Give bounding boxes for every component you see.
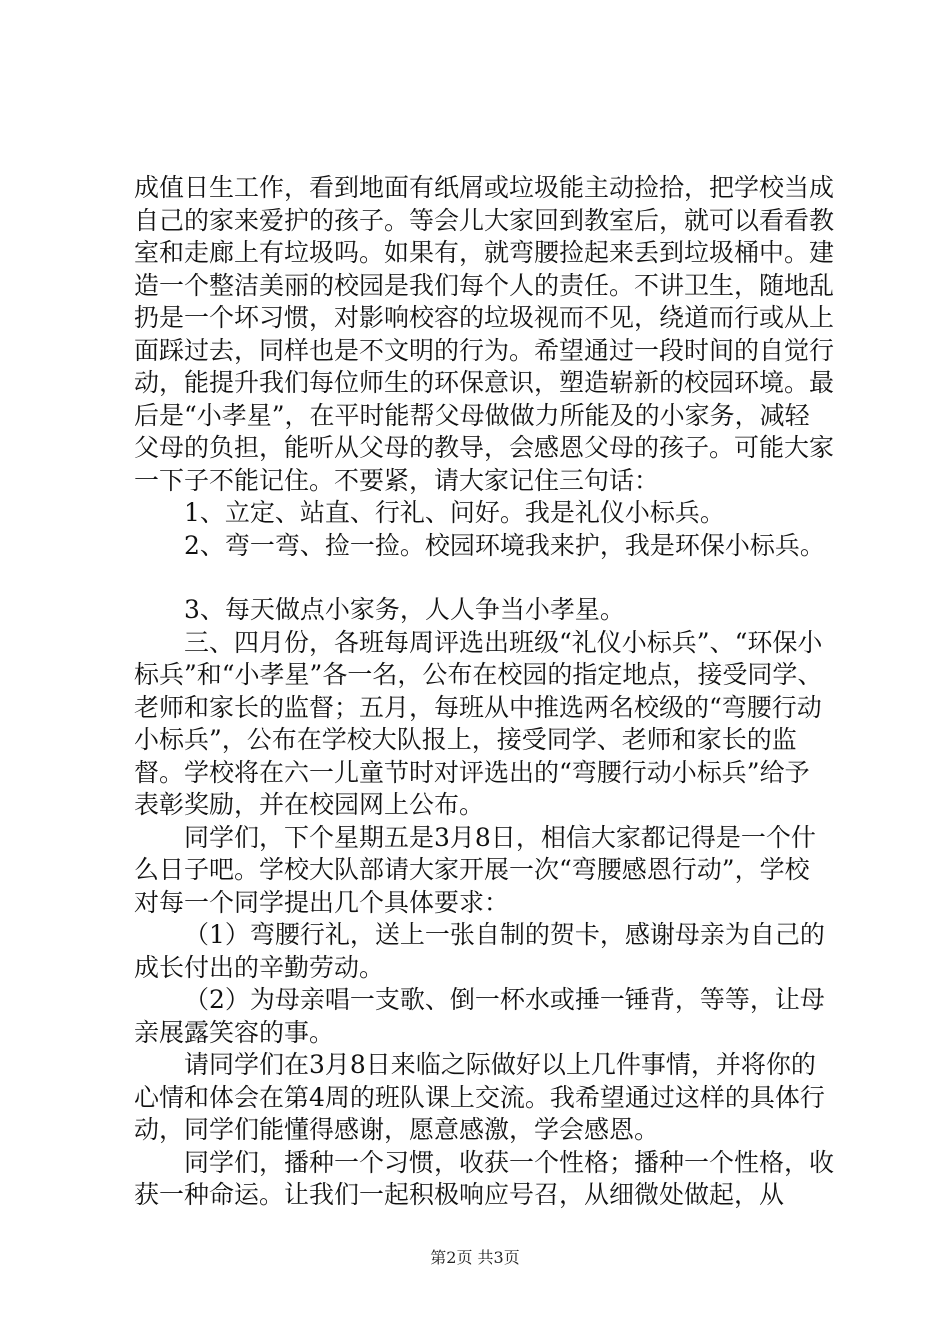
paragraph-gap: [134, 562, 834, 594]
paragraph-9: 请同学们在3月8日来临之际做好以上几件事情，并将你的心情和体会在第4周的班队课上交流。我希望通过这样的具体行动，同学们能懂得感谢，愿意感激，学会感恩。: [134, 1050, 825, 1144]
paragraph-4: 3、每天做点小家务，人人争当小孝星。: [184, 595, 625, 624]
document-body: [134, 172, 834, 1212]
page-footer: 第2页 共3页: [430, 1248, 520, 1267]
paragraph-10: 同学们，播种一个习惯，收获一个性格；播种一个性格，收获一种命运。让我们一起积极响应号召，从细微处做起，从: [134, 1147, 835, 1209]
paragraph-5: 三、四月份，各班每周评选出班级“礼仪小标兵”、“环保小标兵”和“小孝星”各一名，公布在校园的指定地点，接受同学、老师和家长的监督；五月，每班从中推选两名校级的“弯腰行动小标兵”，公布在学校大队报上，接受同学、老师和家长的监督。学校将在六一儿童节时对评选出的“弯腰行动小标兵”给予表彰奖励，并在校园网上公布。: [134, 627, 823, 819]
paragraph-8: （2）为母亲唱一支歌、倒一杯水或捶一锤背，等等，让母亲展露笑容的事。: [134, 985, 825, 1047]
paragraph-2: 1、立定、站直、行礼、问好。我是礼仪小标兵。: [184, 498, 725, 527]
paragraph-7: （1）弯腰行礼，送上一张自制的贺卡，感谢母亲为自己的成长付出的辛勤劳动。: [134, 920, 825, 982]
paragraph-6: 同学们，下个星期五是3月8日，相信大家都记得是一个什么日子吧。学校大队部请大家开展一次“弯腰感恩行动”，学校对每一个同学提出几个具体要求：: [134, 822, 816, 917]
paragraph-3: 2、弯一弯、捡一捡。校园环境我来护，我是环保小标兵。: [184, 530, 825, 560]
paragraph-1: 成值日生工作，看到地面有纸屑或垃圾能主动捡拾，把学校当成自己的家来爱护的孩子。等会儿大家回到教室后，就可以看看教室和走廊上有垃圾吗。如果有，就弯腰捡起来丢到垃圾桶中。建造一个整洁美丽的校园是我们每个人的责任。不讲卫生，随地乱扔是一个坏习惯，对影响校容的垃圾视而不见，绕道而行或从上面踩过去，同样也是不文明的行为。希望通过一段时间的自觉行动，能提升我们每位师生的环保意识，塑造崭新的校园环境。最后是“小孝星”，在平时能帮父母做做力所能及的小家务，减轻父母的负担，能听从父母的教导，会感恩父母的孩子。可能大家一下子不能记住。不要紧，请大家记住三句话：: [134, 173, 835, 495]
